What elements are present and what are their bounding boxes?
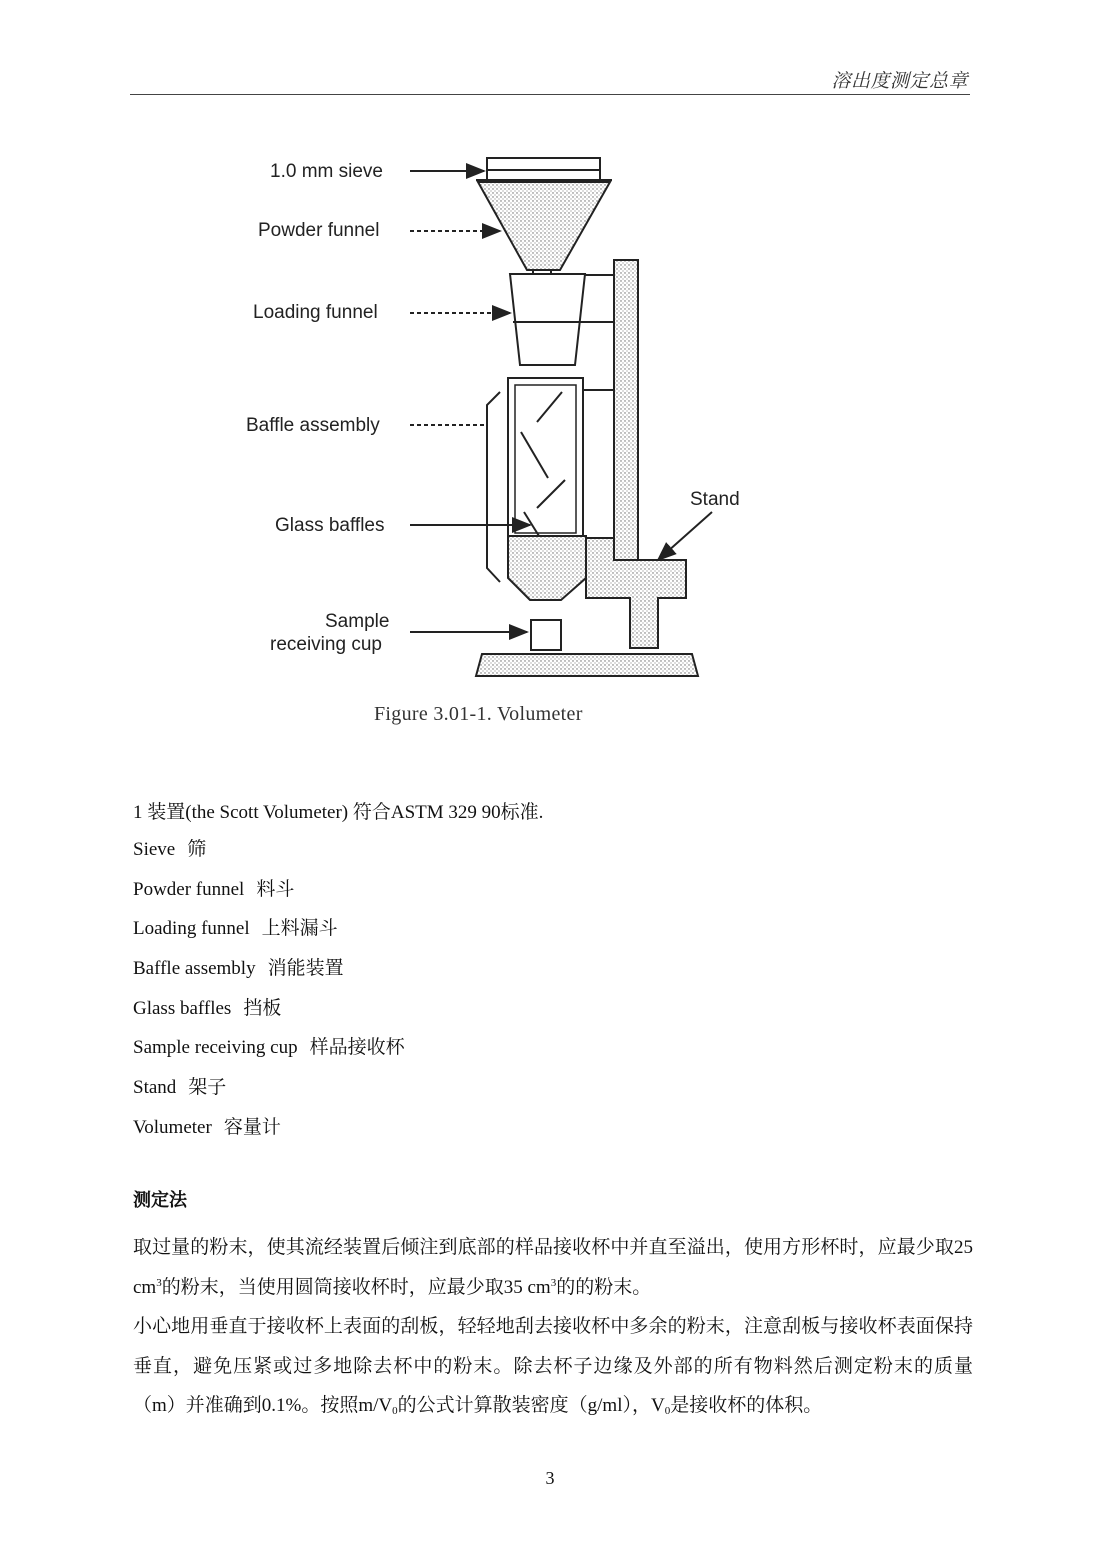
label-loading-funnel: Loading funnel [253,302,378,323]
term-item: Volumeter 容量计 [133,1116,281,1138]
label-baffle-assembly: Baffle assembly [246,415,380,436]
term-item: Loading funnel 上料漏斗 [133,918,338,940]
term-item: Powder funnel 料斗 [133,878,295,900]
figure-caption: Figure 3.01-1. Volumeter [374,703,583,725]
apparatus-intro: 1 装置(the Scott Volumeter) 符合ASTM 329 90标准. [133,802,544,823]
term-item: Sieve 筛 [133,839,207,860]
method-section [133,1188,973,1426]
method-paragraph-2: 小心地用垂直于接收杯上表面的刮板，轻轻地刮去接收杯中多余的粉末，注意刮板与接收杯表面保持垂直，避免压紧或过多地除去杯中的粉末。除去杯子边缘及外部的所有物料然后测定粉末的质量（m）并准确到0.1%。按照$m/V_0$的公式计算散装密度（g/ml），$V_0$是接收杯的体积。 [133,1316,973,1417]
term-item: Sample receiving cup 样品接收杯 [133,1037,405,1059]
method-title: 测定法 [133,1190,187,1211]
label-glass-baffles: Glass baffles [275,515,385,536]
label-sieve: 1.0 mm sieve [270,161,383,182]
term-item: Glass baffles 挡板 [133,997,282,1019]
page-number: 3 [545,1468,555,1488]
page-header [130,64,970,95]
label-stand: Stand [690,489,740,510]
term-item: Baffle assembly 消能装置 [133,958,344,980]
receiving-cup-shape [531,620,561,650]
method-paragraph-1: 取过量的粉末，使其流经装置后倾注到底部的样品接收杯中并直至溢出，使用方形杯时，应最少取25 $cm^3$的粉末，当使用圆筒接收杯时，应最少取35 $cm^3$的的粉末。 [133,1237,973,1298]
term-list [133,837,405,1155]
powder-funnel-shape [478,182,610,270]
label-powder-funnel: Powder funnel [258,220,380,241]
header-title: 溶出度测定总章 [831,71,968,92]
term-item: Stand 架子 [133,1077,227,1099]
volumeter-figure [240,140,740,700]
stand-column-shape [614,260,638,560]
loading-funnel-shape [510,274,585,365]
label-sample-line1: Sample [325,611,390,632]
label-sample-line2: receiving cup [270,634,382,655]
volumeter-diagram [240,140,740,700]
